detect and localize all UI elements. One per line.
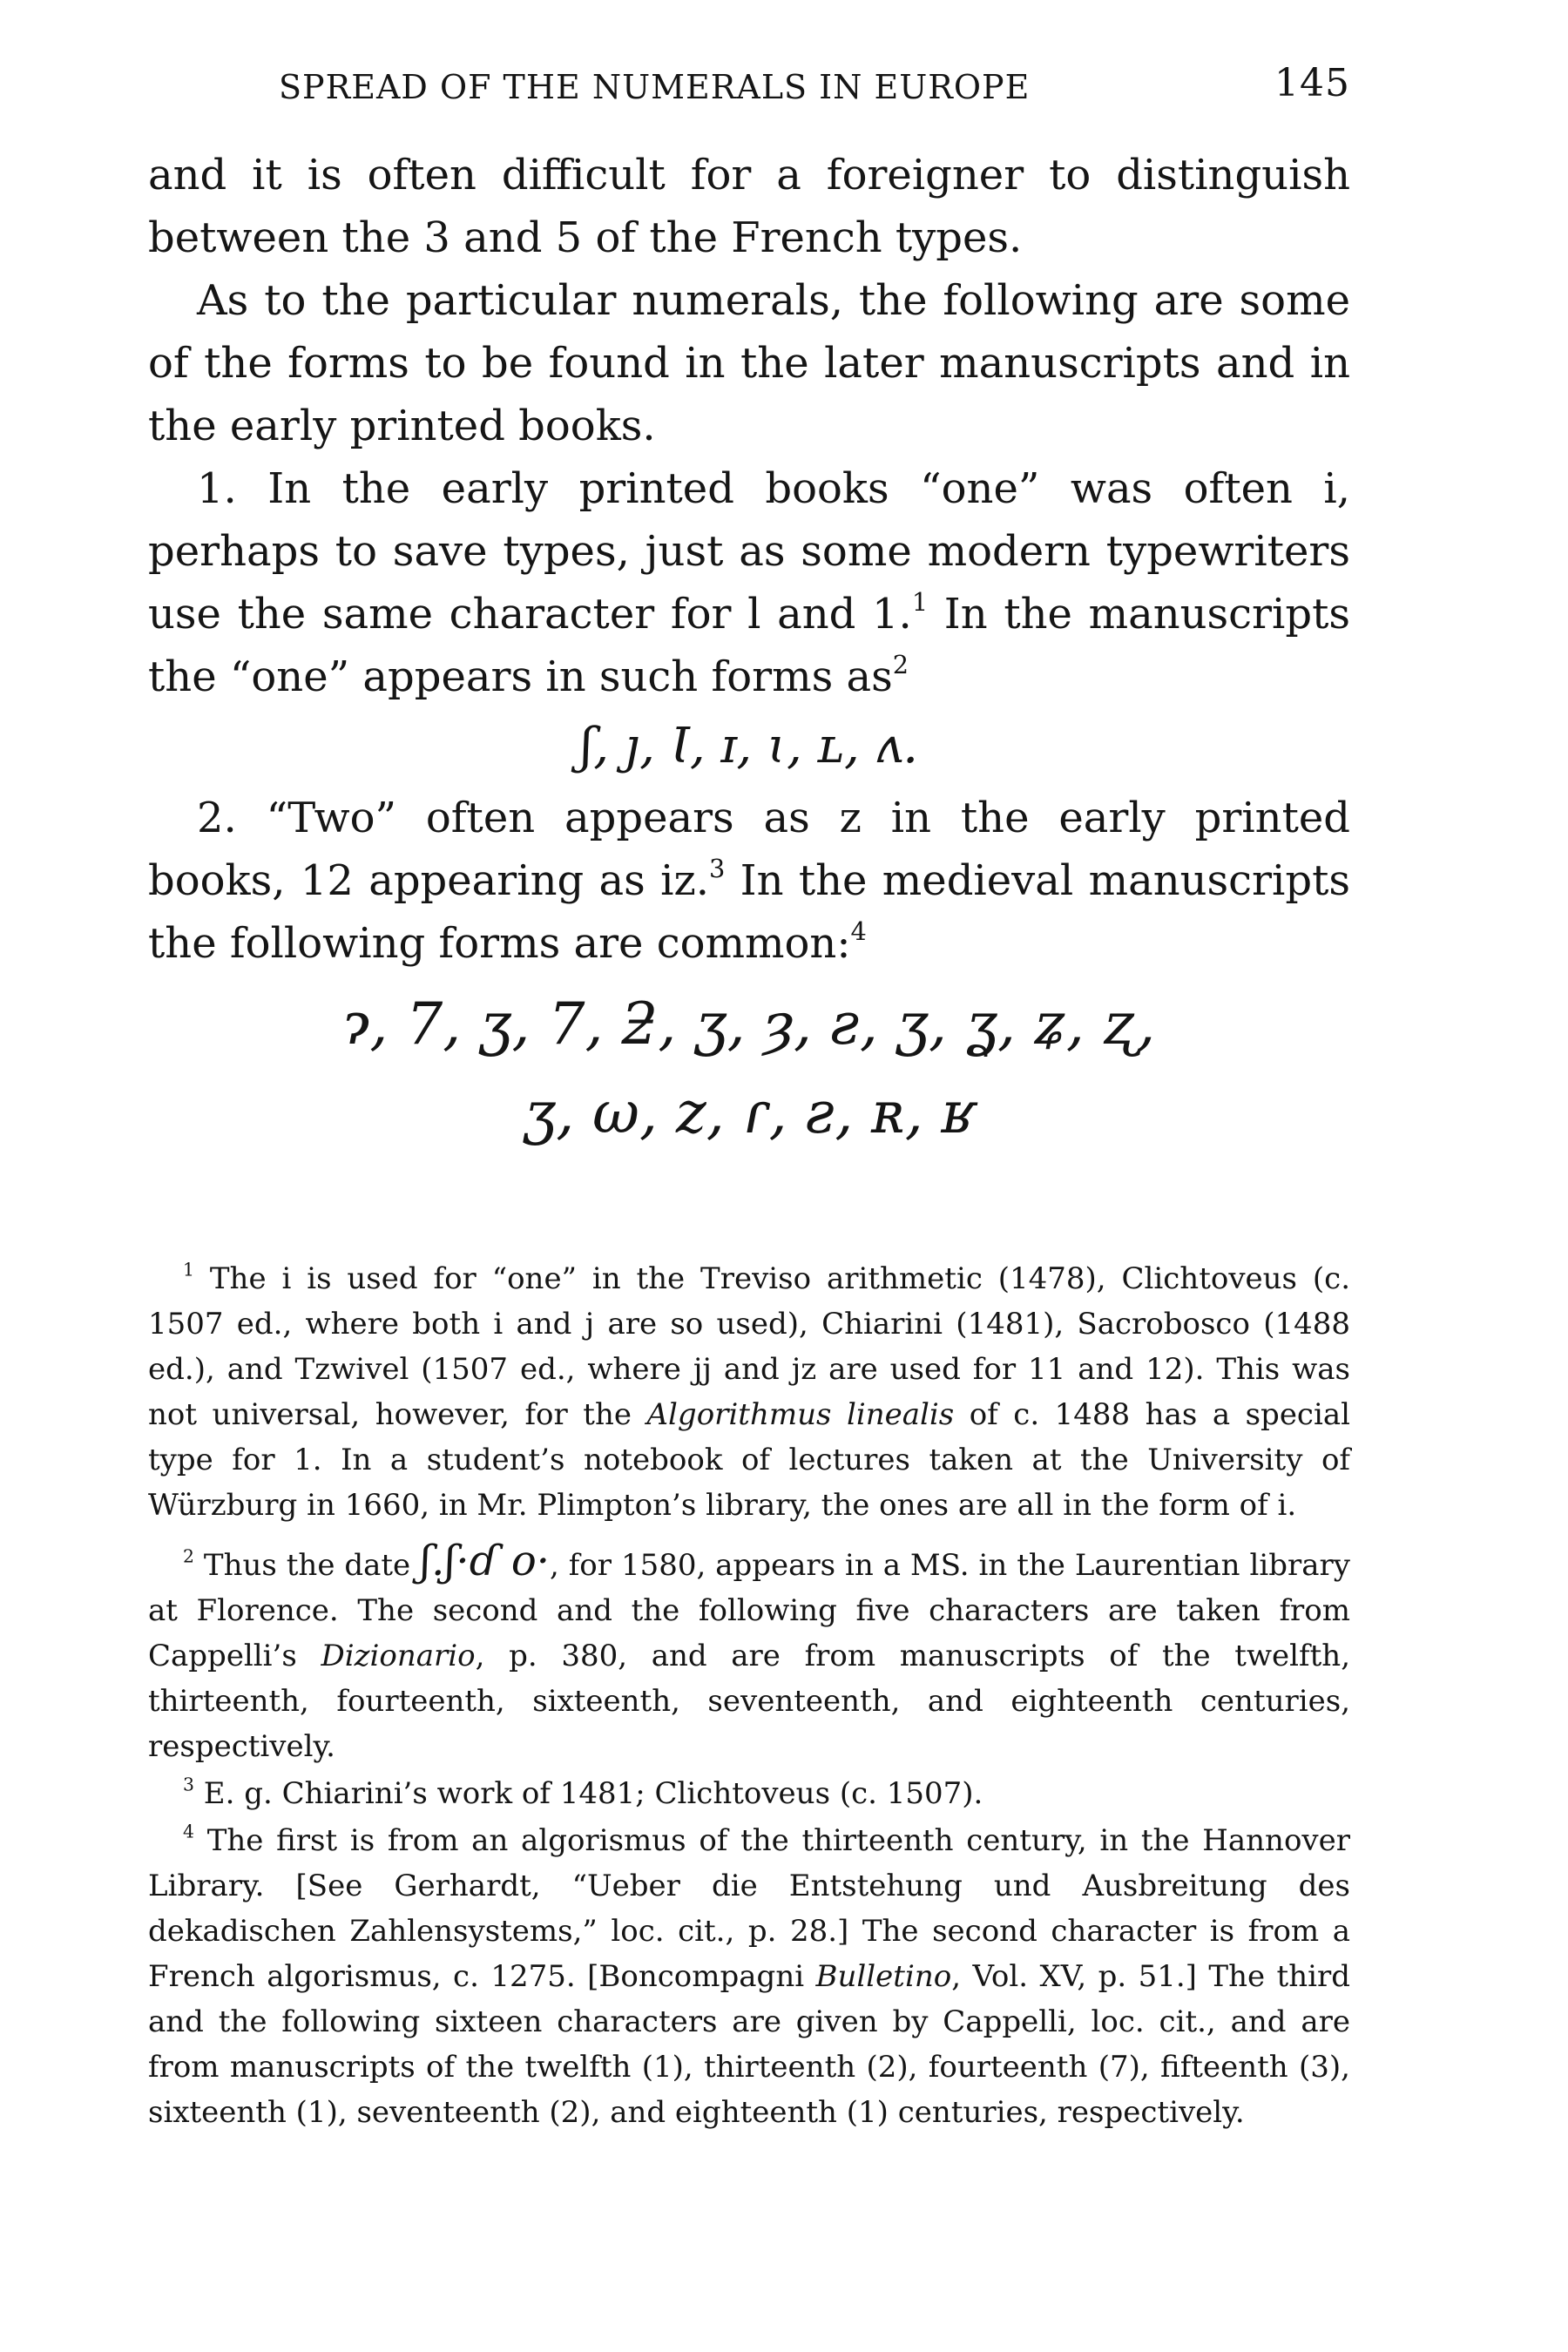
footnote-3	[148, 1771, 1350, 1816]
footnote-2	[148, 1538, 1350, 1769]
footnote-2-text-c: , p. 380, and are from manuscripts of the twelfth, thirteenth, fourteenth, sixteenth, seventeenth, and eighteenth centuries, respectively.	[148, 1639, 1350, 1764]
footnote-1-mark: 1	[183, 1259, 194, 1281]
footnote-1	[148, 1256, 1350, 1528]
paragraph-one-text-a: 1. In the early printed books “one” was often i, perhaps to save types, just as some modern typewriters use the same character for l and 1.	[148, 464, 1350, 639]
paragraph-particular-numerals: As to the particular numerals, the following are some of the forms to be found in the later manuscripts and in the early printed books.	[148, 276, 1350, 450]
footnote-4-text-a: The first is from an algorismus of the thirteenth century, in the Hannover Library. [See Gerhardt, “Ueber die Entstehung und Ausbreitung des dekadischen Zahlensystems,” loc. cit., p. 28.] The second character is from a French algorismus, c. 1275. [Boncompagni	[148, 1823, 1350, 1994]
footnotes	[148, 1256, 1350, 2135]
footnote-ref-2[interactable]: 2	[892, 649, 909, 679]
footnote-4-text-b: , Vol. XV, p. 51.] The third and the following sixteen characters are given by Cappelli, loc. cit., and are from manuscripts of the twelfth (1), thirteenth (2), fourteenth (7), fifteenth (3), sixteenth (1), seventeenth (2), and eighteenth (1) centuries, respectively.	[148, 1959, 1350, 2130]
main-text	[148, 144, 1350, 1152]
footnote-4	[148, 1818, 1350, 2135]
footnote-3-mark: 3	[183, 1774, 194, 1795]
manuscript-forms-two-line1: ɂ, 7, ʒ, 7, ƻ, ʒ, ȝ, ƨ, ʒ, ʓ, ʑ, ʐ,	[342, 990, 1156, 1058]
paragraph-two	[148, 787, 1350, 975]
footnote-1-text-b: of c. 1488 has a special type for 1. In a student’s notebook of lectures taken at the University of Würzburg in 1660, in Mr. Plimpton’s library, the ones are all in the form of i.	[148, 1397, 1350, 1523]
footnote-3-text: E. g. Chiarini’s work of 1481; Clichtoveus (c. 1507).	[193, 1776, 983, 1811]
footnote-4-mark: 4	[183, 1821, 194, 1842]
running-title: SPREAD OF THE NUMERALS IN EUROPE	[279, 68, 1031, 106]
footnote-2-text-a: Thus the date	[193, 1548, 421, 1583]
paragraph-one-text-b: In the manuscripts the “one” appears in such forms as	[148, 590, 1350, 701]
manuscript-forms-one: ʃ, ȷ, Ɩ, ɪ, ɩ, ʟ, ʌ.	[579, 718, 918, 774]
footnote-4-title: Bulletino	[815, 1959, 952, 1994]
footnote-2-text-b: , for 1580, appears in a MS. in the Laurentian library at Florence. The second and the following five characters are taken from Cappelli’s	[148, 1548, 1350, 1673]
footnote-2-mark: 2	[183, 1545, 194, 1567]
footnote-2-title: Dizionario	[321, 1639, 476, 1673]
page-number: 145	[1274, 61, 1350, 105]
manuscript-date-glyphs: ʃ.ʃ·ɗ o·	[420, 1537, 550, 1585]
footnote-1-text-a: The i is used for “one” in the Treviso arithmetic (1478), Clichtoveus (c. 1507 ed., where both i and j are so used), Chiarini (1481), Sacrobosco (1488 ed.), and Tzwivel (1507 ed., where jj and jz are used for 11 and 12). This was not universal, however, for the	[148, 1261, 1350, 1432]
manuscript-forms-two-line2: ʒ, ω, z, ɾ, ƨ, ʀ, ʁ	[523, 1079, 976, 1146]
paragraph-two-text-a: 2. “Two” often appears as z in the early printed books, 12 appearing as iz.	[148, 794, 1350, 905]
page-header	[148, 61, 1350, 122]
footnote-ref-1[interactable]: 1	[911, 586, 929, 617]
footnote-1-title: Algorithmus linealis	[646, 1397, 955, 1432]
footnote-ref-3[interactable]: 3	[709, 853, 726, 883]
paragraph-two-text-b: In the medieval manuscripts the following forms are common:	[148, 856, 1350, 968]
paragraph-continuation: and it is often difficult for a foreigner to distinguish between the 3 and 5 of the French types.	[148, 151, 1350, 262]
paragraph-one	[148, 457, 1350, 708]
footnote-ref-4[interactable]: 4	[850, 916, 867, 946]
